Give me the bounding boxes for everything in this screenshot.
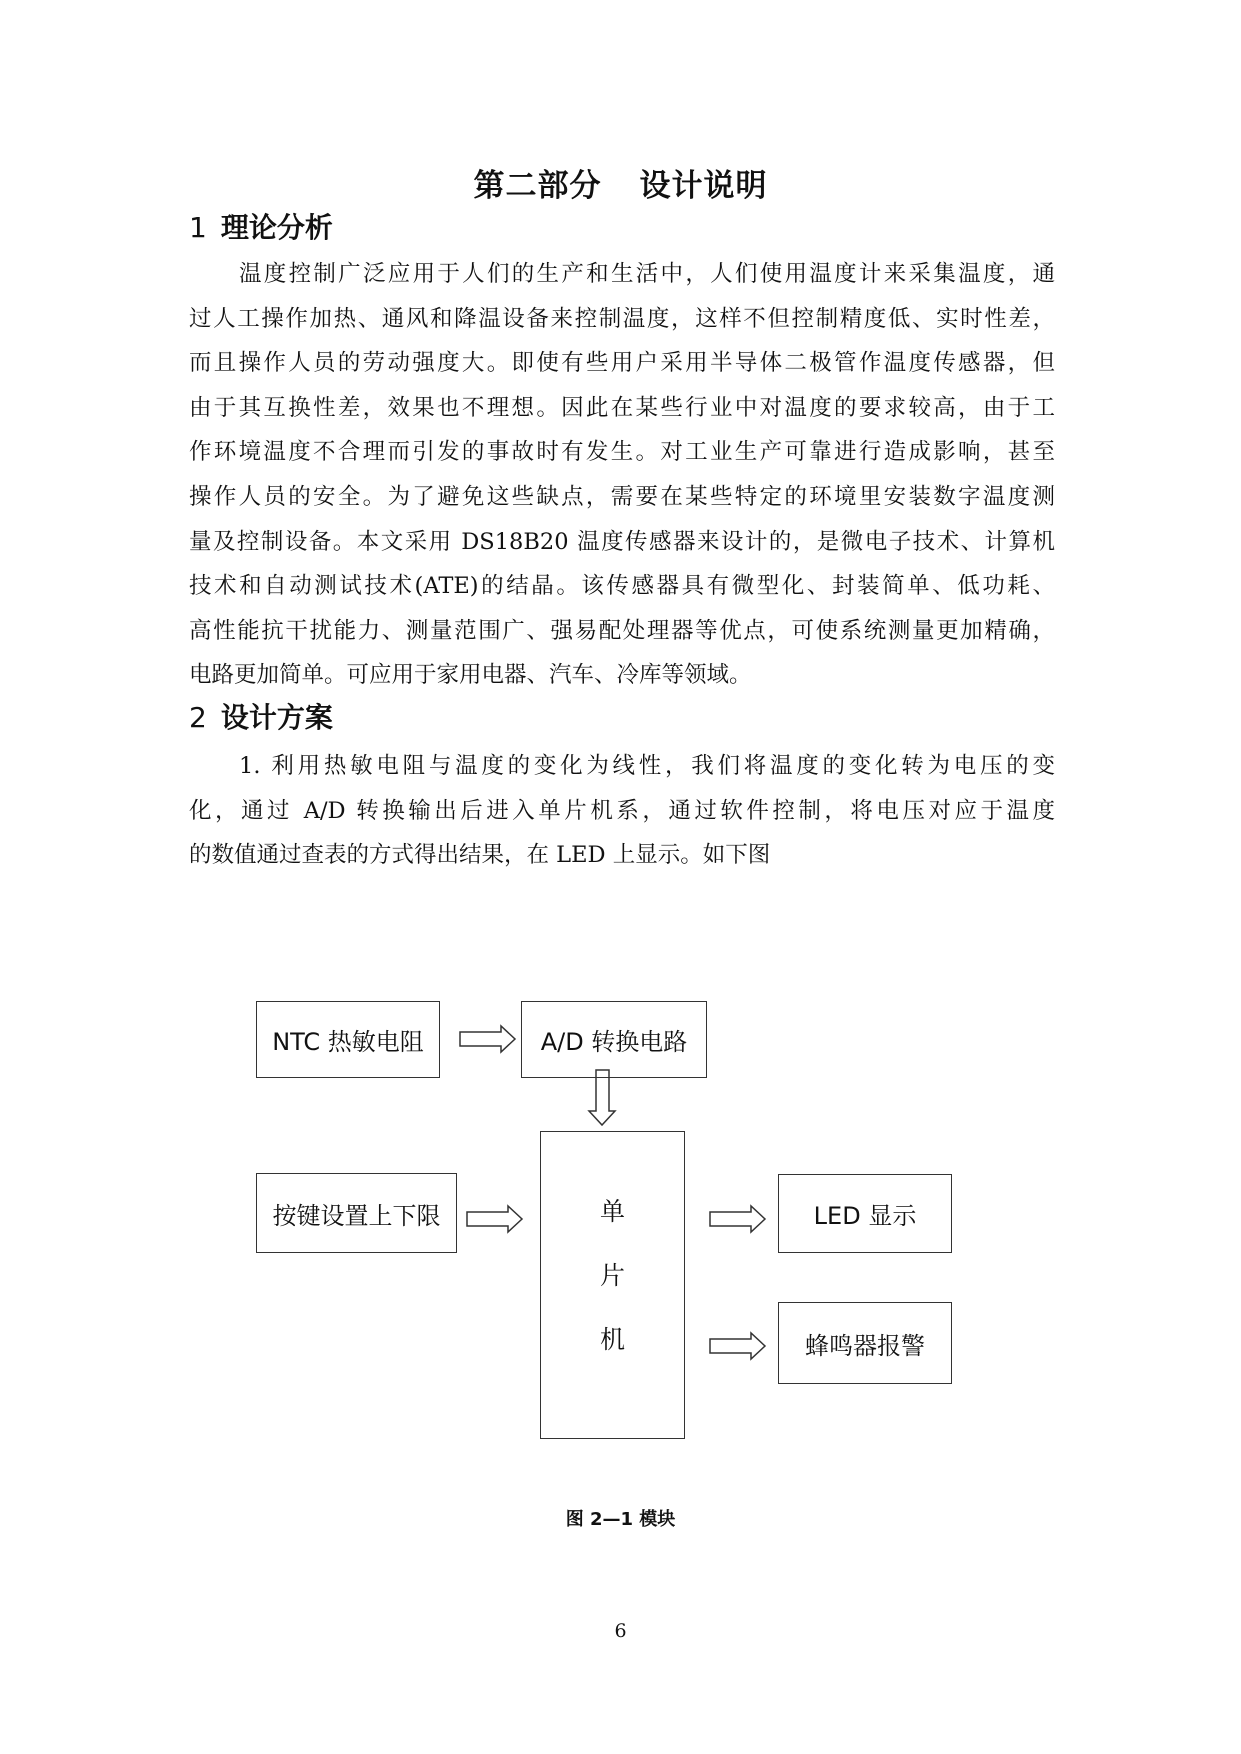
text-line: 技术和自动测试技术(ATE)的结晶。该传感器具有微型化、封装简单、低功耗、 [189,573,1055,600]
text-line: 1. 利用热敏电阻与温度的变化为线性，我们将温度的变化转为电压的变 [239,753,1055,779]
arrow-keys-to-mcu [467,1206,522,1232]
section-number: 1 [189,211,207,244]
title-topic: 设计说明 [639,168,768,204]
figure-caption: 图 2—1 模块 [565,1509,676,1530]
arrow-mcu-to-led [710,1206,765,1232]
arrow-adc-to-mcu [589,1070,615,1125]
text-line: 而且操作人员的劳动强度大。即使有些用户采用半导体二极管作温度传感器，但 [189,350,1055,377]
mcu-char: 单 [599,1197,625,1226]
mcu-char: 机 [599,1325,625,1354]
text-line: 电路更加简单。可应用于家用电器、汽车、冷库等领域。 [189,662,752,689]
page-number: 6 [614,1620,627,1642]
mcu-box [540,1131,685,1439]
text-line: 操作人员的安全。为了避免这些缺点，需要在某些特定的环境里安装数字温度测 [189,483,1055,510]
section-title: 设计方案 [220,701,333,734]
mcu-char: 片 [599,1261,625,1290]
arrow-mcu-to-buzzer [710,1333,765,1359]
text-line: 作环境温度不合理而引发的事故时有发生。对工业生产可靠进行造成影响，甚至 [189,439,1055,466]
text-line: 的数值通过查表的方式得出结果，在 LED 上显示。如下图 [189,842,771,869]
text-line: 高性能抗干扰能力、测量范围广、强易配处理器等优点，可使系统测量更加精确， [189,617,1055,644]
text-line: 由于其互换性差，效果也不理想。因此在某些行业中对温度的要求较高，由于工 [189,394,1055,421]
key-limit-box: 按键设置上下限 [256,1173,457,1253]
text-line: 化，通过 A/D 转换输出后进入单片机系，通过软件控制，将电压对应于温度 [189,797,1055,824]
section-number: 2 [189,701,207,734]
led-display-box: LED 显示 [778,1174,952,1253]
text-line: 量及控制设备。本文采用 DS18B20 温度传感器来设计的，是微电子技术、计算机 [189,528,1055,555]
title-part: 第二部分 [473,168,602,204]
section-title: 理论分析 [220,211,333,244]
adc-circuit-box: A/D 转换电路 [521,1001,707,1078]
ntc-thermistor-box: NTC 热敏电阻 [256,1001,440,1078]
text-line: 温度控制广泛应用于人们的生产和生活中，人们使用温度计来采集温度，通 [239,261,1055,287]
text-line: 过人工操作加热、通风和降温设备来控制温度，这样不但控制精度低、实时性差， [189,305,1055,332]
buzzer-alarm-box: 蜂鸣器报警 [778,1302,952,1384]
arrow-ntc-to-adc [460,1026,515,1052]
